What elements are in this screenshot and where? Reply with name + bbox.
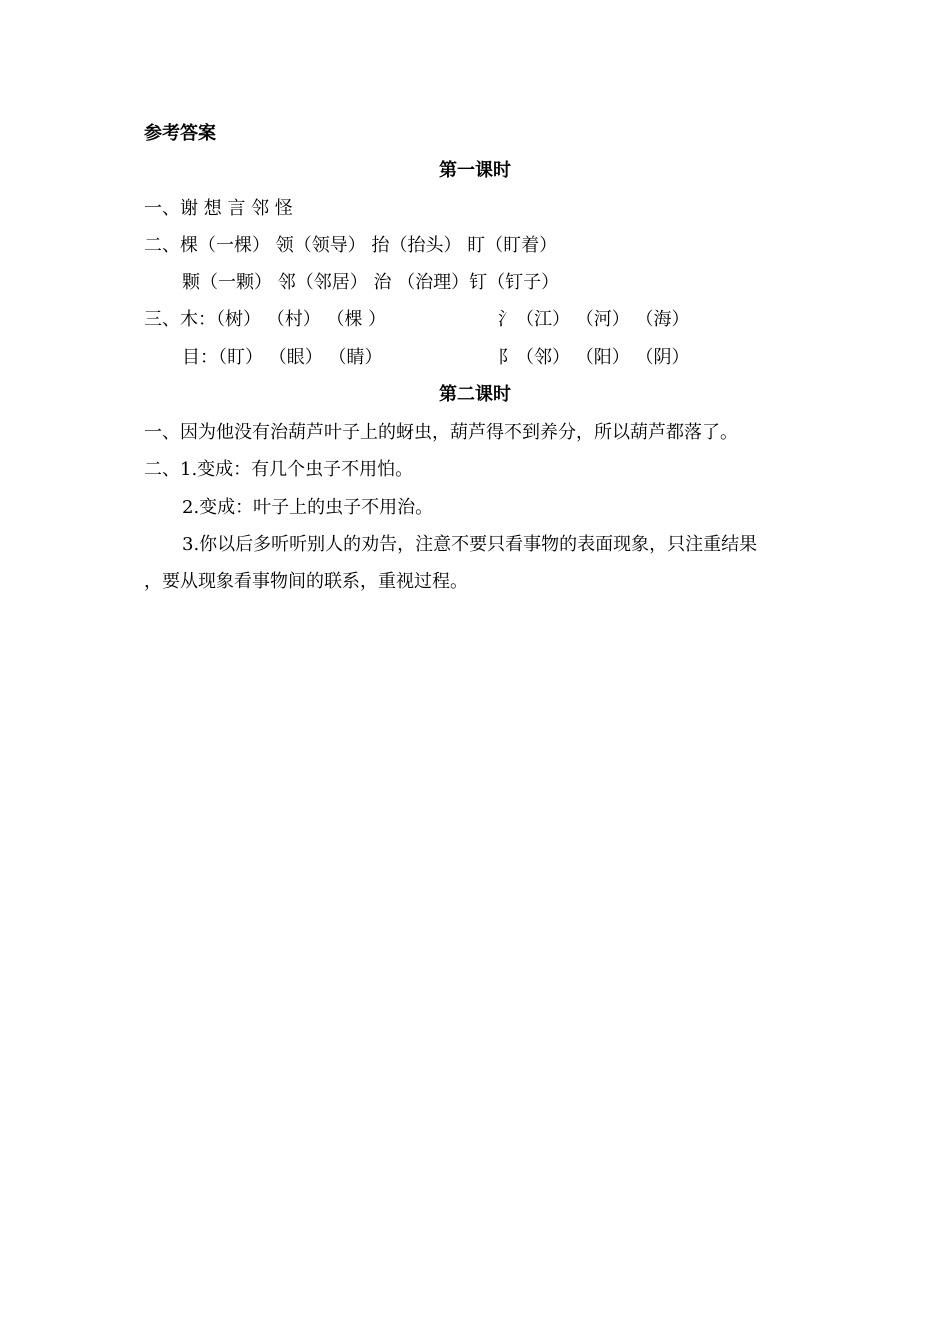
- s1-q1: 一、谢 想 言 邻 怪: [144, 198, 293, 219]
- section2-heading: 第二课时: [439, 384, 511, 405]
- s1-q2-row2: 颗（一颗） 邻（邻居） 治 （治理）钉（钉子）: [182, 272, 560, 293]
- section1-heading: 第一课时: [439, 160, 511, 181]
- s2-q2-3-line1: 3.你以后多听听别人的劝告，注意不要只看事物的表面现象，只注重结果: [182, 534, 758, 555]
- s1-q3-row1-left: 三、木：（树） （村） （棵 ）: [144, 309, 387, 330]
- s2-q1: 一、因为他没有治葫芦叶子上的蚜虫，葫芦得不到养分，所以葫芦都落了。: [144, 422, 738, 443]
- answer-title: 参考答案: [144, 123, 216, 144]
- s2-q2-1: 二、1.变成：有几个虫子不用怕。: [144, 459, 414, 480]
- s1-q2-row1: 二、棵（一棵） 领（领导） 抬（抬头） 盯（盯着）: [144, 235, 558, 256]
- s1-q3-row1-right: 氵（江） （河） （海）: [498, 309, 690, 330]
- s2-q2-3-line2: ，要从现象看事物间的联系，重视过程。: [144, 571, 468, 592]
- s1-q3-row2-left: 目：（盯） （眼） （睛）: [182, 347, 383, 368]
- s2-q2-2: 2.变成：叶子上的虫子不用治。: [182, 497, 434, 518]
- s1-q3-row2-right: 阝（邻） （阳） （阴）: [498, 347, 690, 368]
